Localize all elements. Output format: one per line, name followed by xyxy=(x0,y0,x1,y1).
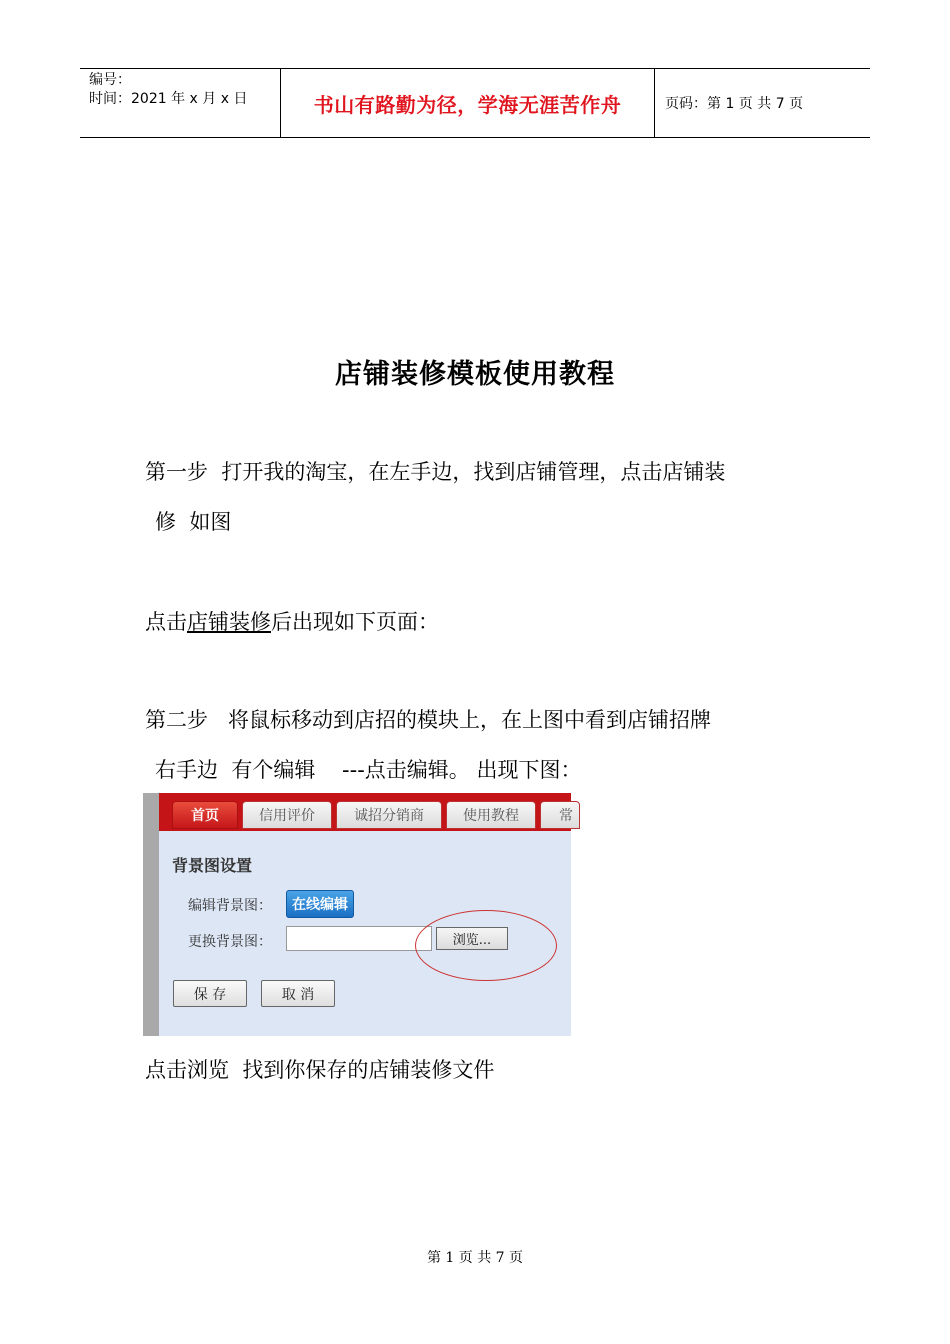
step1-line2: 修 如图 xyxy=(155,510,232,534)
browse-button[interactable]: 浏览... xyxy=(436,927,508,950)
number-label: 编号： xyxy=(89,72,131,88)
page-footer: 第 1 页 共 7 页 xyxy=(426,1250,524,1266)
header-motto: 书山有路勤为径，学海无涯苦作舟 xyxy=(281,69,655,137)
click-paragraph xyxy=(145,607,439,637)
document-header xyxy=(80,68,870,138)
tab-credit[interactable]: 信用评价 xyxy=(242,801,332,829)
step1-line1: 第一步 打开我的淘宝，在左手边，找到店铺管理，点击店铺装 xyxy=(145,460,726,484)
header-page-label: 页码：第 1 页 共 7 页 xyxy=(665,96,804,112)
document-title: 店铺装修模板使用教程 xyxy=(335,359,615,390)
online-edit-button[interactable]: 在线编辑 xyxy=(286,890,354,918)
time-label: 时间：2021 年 x 月 x 日 xyxy=(89,91,248,107)
store-decoration-link[interactable]: 店铺装修 xyxy=(187,610,271,634)
tab-more[interactable]: 常 xyxy=(540,801,580,829)
tab-distributor[interactable]: 诚招分销商 xyxy=(336,801,442,829)
left-scroll-bar xyxy=(143,793,159,1036)
after-figure-text: 点击浏览 找到你保存的店铺装修文件 xyxy=(145,1058,495,1082)
background-settings-screenshot xyxy=(143,793,571,1036)
section-title: 背景图设置 xyxy=(172,856,253,875)
highlight-circle xyxy=(415,910,557,981)
step2-line2: 右手边 有个编辑 ---点击编辑。 出现下图： xyxy=(155,758,582,782)
click-prefix: 点击 xyxy=(145,610,187,634)
cancel-button[interactable]: 取 消 xyxy=(261,980,335,1007)
tab-tutorial[interactable]: 使用教程 xyxy=(446,801,536,829)
file-path-input[interactable] xyxy=(286,926,432,951)
step2-line1: 第二步 将鼠标移动到店招的模块上，在上图中看到店铺招牌 xyxy=(145,708,712,732)
edit-background-label: 编辑背景图： xyxy=(188,898,272,914)
save-button[interactable]: 保 存 xyxy=(173,980,247,1007)
nav-tabs xyxy=(172,801,580,829)
header-meta xyxy=(80,69,281,137)
change-background-label: 更换背景图： xyxy=(188,934,272,950)
click-suffix: 后出现如下页面： xyxy=(271,610,439,634)
tab-home[interactable]: 首页 xyxy=(172,801,238,829)
